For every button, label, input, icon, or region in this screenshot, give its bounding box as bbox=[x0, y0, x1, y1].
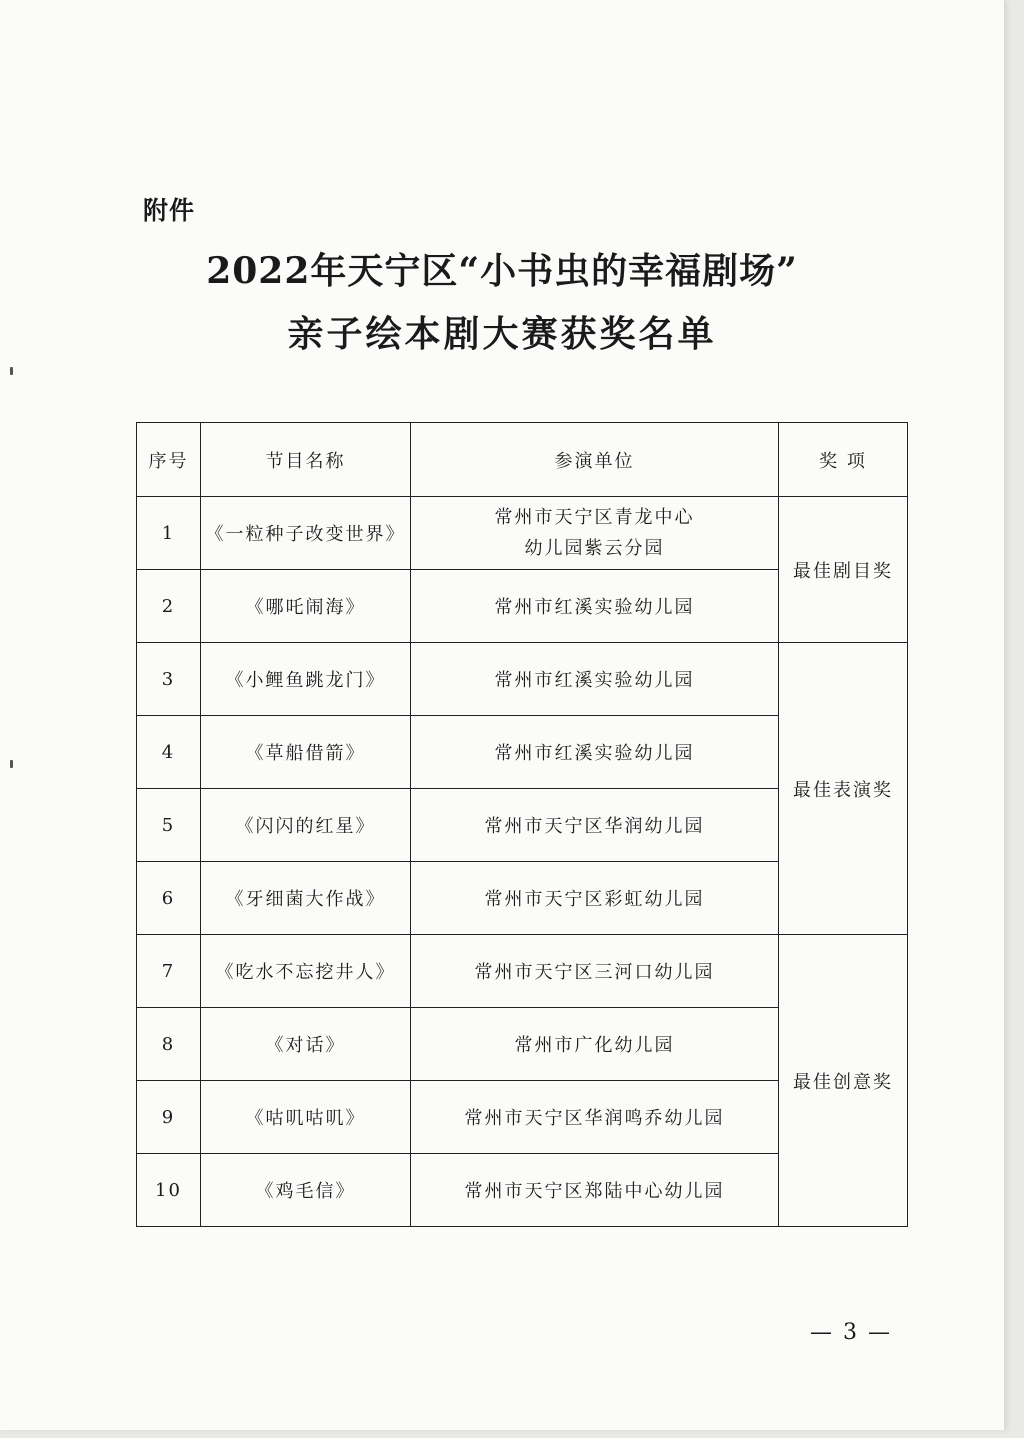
row-seq: 8 bbox=[137, 1008, 201, 1081]
row-unit: 常州市天宁区青龙中心幼儿园紫云分园 bbox=[411, 497, 779, 570]
row-seq: 2 bbox=[137, 570, 201, 643]
awards-table bbox=[136, 422, 908, 1227]
row-seq: 1 bbox=[137, 497, 201, 570]
award-best-performance: 最佳表演奖 bbox=[779, 643, 908, 935]
row-seq: 9 bbox=[137, 1081, 201, 1154]
table-header-row bbox=[137, 423, 908, 497]
row-program: 《一粒种子改变世界》 bbox=[201, 497, 411, 570]
table-row bbox=[137, 643, 908, 716]
document-title-line-1: 2022年天宁区“小书虫的幸福剧场” bbox=[206, 250, 798, 292]
row-unit: 常州市天宁区彩虹幼儿园 bbox=[411, 862, 779, 935]
header-unit: 参演单位 bbox=[411, 423, 779, 497]
row-program: 《闪闪的红星》 bbox=[201, 789, 411, 862]
row-program: 《鸡毛信》 bbox=[201, 1154, 411, 1227]
row-program: 《哪吒闹海》 bbox=[201, 570, 411, 643]
header-program: 节目名称 bbox=[201, 423, 411, 497]
row-unit: 常州市红溪实验幼儿园 bbox=[411, 643, 779, 716]
page-number: — 3 — bbox=[810, 1320, 892, 1345]
row-unit: 常州市天宁区华润鸣乔幼儿园 bbox=[411, 1081, 779, 1154]
scan-mark bbox=[10, 367, 13, 375]
row-program: 《小鲤鱼跳龙门》 bbox=[201, 643, 411, 716]
row-unit: 常州市天宁区郑陆中心幼儿园 bbox=[411, 1154, 779, 1227]
row-seq: 5 bbox=[137, 789, 201, 862]
header-award: 奖 项 bbox=[779, 423, 908, 497]
row-seq: 3 bbox=[137, 643, 201, 716]
attachment-label: 附件 bbox=[143, 196, 196, 225]
row-program: 《对话》 bbox=[201, 1008, 411, 1081]
document-title-line-2: 亲子绘本剧大赛获奖名单 bbox=[287, 313, 717, 355]
row-program: 《吃水不忘挖井人》 bbox=[201, 935, 411, 1008]
scan-mark bbox=[10, 760, 13, 768]
award-best-play: 最佳剧目奖 bbox=[779, 497, 908, 643]
row-unit: 常州市天宁区三河口幼儿园 bbox=[411, 935, 779, 1008]
row-seq: 7 bbox=[137, 935, 201, 1008]
table-row bbox=[137, 497, 908, 570]
header-seq: 序号 bbox=[137, 423, 201, 497]
table-row bbox=[137, 935, 908, 1008]
row-program: 《咕叽咕叽》 bbox=[201, 1081, 411, 1154]
row-program: 《草船借箭》 bbox=[201, 716, 411, 789]
row-unit: 常州市红溪实验幼儿园 bbox=[411, 570, 779, 643]
row-unit: 常州市红溪实验幼儿园 bbox=[411, 716, 779, 789]
row-unit: 常州市天宁区华润幼儿园 bbox=[411, 789, 779, 862]
award-best-creativity: 最佳创意奖 bbox=[779, 935, 908, 1227]
row-seq: 10 bbox=[137, 1154, 201, 1227]
row-program: 《牙细菌大作战》 bbox=[201, 862, 411, 935]
row-seq: 4 bbox=[137, 716, 201, 789]
row-seq: 6 bbox=[137, 862, 201, 935]
row-unit: 常州市广化幼儿园 bbox=[411, 1008, 779, 1081]
